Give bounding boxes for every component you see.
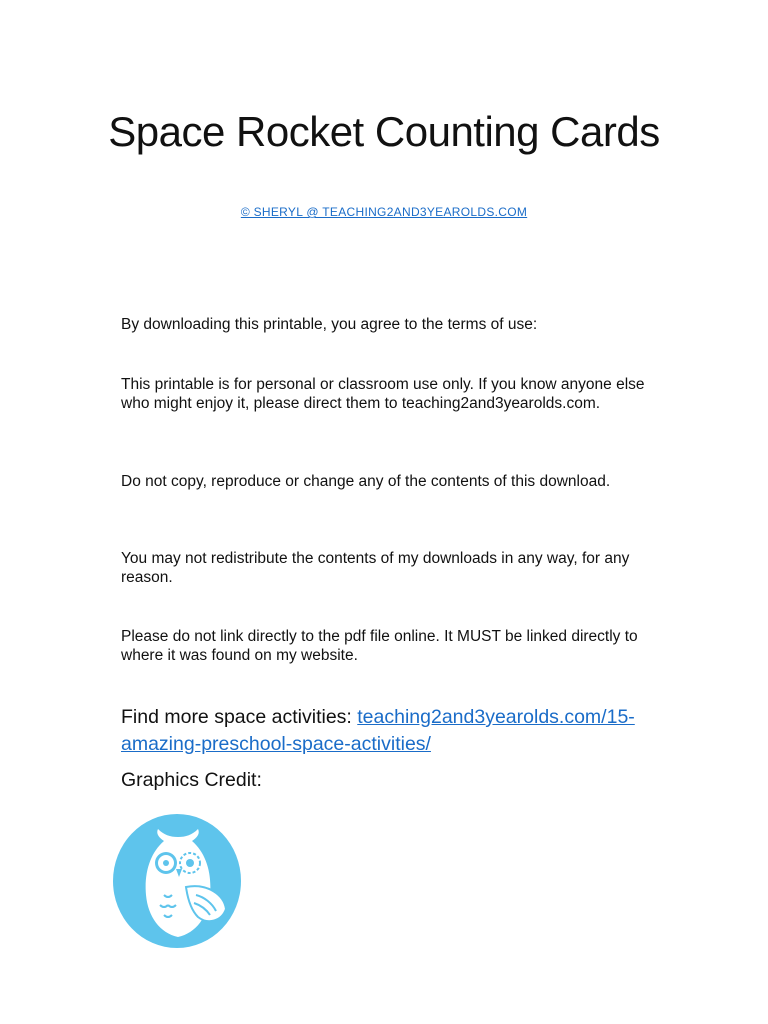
terms-personal-use: This printable is for personal or classroom use only. If you know anyone else who might enjoy it, please direct them to teaching2and3yearolds.com.	[121, 376, 645, 412]
terms-no-redistribute: You may not redistribute the contents of my downloads in any way, for any reason.	[121, 550, 630, 586]
terms-intro: By downloading this printable, you agree to the terms of use:	[121, 316, 538, 333]
page-title: Space Rocket Counting Cards	[108, 108, 660, 155]
terms-no-direct-link: Please do not link directly to the pdf file online. It MUST be linked directly to where it was found on my website.	[121, 628, 638, 664]
owl-logo-icon	[112, 813, 242, 949]
copyright-link[interactable]: © SHERYL @ TEACHING2AND3YEAROLDS.COM	[240, 205, 528, 219]
more-activities-label: Find more space activities:	[121, 706, 358, 728]
more-activities	[121, 704, 681, 758]
graphics-credit: Graphics Credit:	[121, 769, 262, 791]
more-activities-link[interactable]: teaching2and3yearolds.com/15-amazing-preschool-space-activities/	[121, 706, 635, 755]
copyright-line	[0, 205, 768, 219]
terms-no-copy: Do not copy, reproduce or change any of the contents of this download.	[121, 473, 611, 490]
